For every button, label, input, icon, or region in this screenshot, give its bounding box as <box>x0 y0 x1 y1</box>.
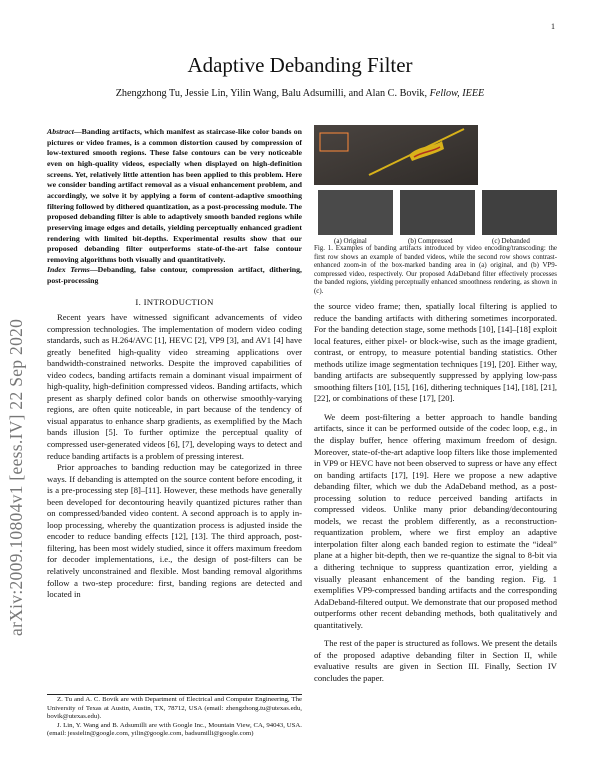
arxiv-stamp: arXiv:2009.10804v1 [eess.IV] 22 Sep 2020 <box>6 318 26 636</box>
footnote-1: Z. Tu and A. C. Bovik are with Department of Electrical and Computer Engineering, The University of Texas at Austin, Austin, TX, 78712, USA (email: zhengzhong.tu@utexas.edu, bovik@utexas.edu). <box>47 696 302 720</box>
footnotes <box>47 696 302 739</box>
panel-label-original: (a) Original <box>334 237 367 245</box>
left-column-body <box>47 312 302 601</box>
panel-label-compressed: (b) Compressed <box>408 237 453 245</box>
abstract-text: —Banding artifacts, which manifest as staircase-like color bands on pictures or video frames, is a common distortion caused by compression of low-textured smooth regions. These false contours can be very noticeable even on high-quality videos, especially when displayed on high-definition screens. Yet, relatively little attention has been applied to this problem. Here we consider banding artifact removal as a visual enhancement problem, and accordingly, we solve it by applying a form of content-adaptive smoothing filtering followed by dithered quantization, as a post-processing module. The proposed debanding filter is able to adaptively smooth banded regions while preserving image edges and details, yielding perceptually enhanced gradient rendering with limited bit-depths. Experimental results show that our proposed debanding filter outperforms state-of-the-art false contour removing algorithms both visually and quantitatively. <box>47 127 302 264</box>
intro-paragraph-4: We deem post-filtering a better approach to handle banding artifacts, since it can be performed outside of the codec loop, e.g., in the display buffer, hence offering maximum freedom of design. Moreover, state-of-the-art adaptive loop filters like those implemented in VP9 or HEVC have not been observed to supress or have any effect on banding artifacts [17], [19]. Here we propose a new adaptive debanding filter, which we dub the AdaDeband method, as a post-processing solution to reduce perceived banding artifacts in compressed videos. Unlike many prior debanding/decontouring models, we recast the problem differently, as a reconstruction-requantization problem, where we first employ an adaptive interpolation filter along each banded region to estimate the “ideal” plane at a higher bit-depth, then we re-quantize the signal to 8-bit via a dithering technique to suppress quantization error, yielding a visually pleasant enhancement of the banding region. Fig. 1 exemplifies VP9-compressed banding artifacts and the corresponding AdaDeband-filtered output. We demonstrate that our proposed method outperforms other recent debanding methods, both qualitatively and quantitatively. <box>314 411 557 630</box>
intro-paragraph-5: The rest of the paper is structured as follows. We present the details of the proposed adaptive debanding filter in Section II, while evaluative results are given in Section III. Finally, Section IV concludes the paper. <box>314 638 557 683</box>
intro-paragraph-2: Prior approaches to banding reduction may be categorized in three ways. If debanding is attempted on the source content before encoding, it is a pre-processing step [8]–[11]. However, these methods have generally been developed for decontouring heavily quantized pictures rather than on compressed/banded video content. A second approach is to apply in-loop processing, whereby the quantization process is adjusted inside the encoder to reduce banding effects [12], [13]. The third approach, post-filtering, has been most widely studied, since it offers maximum freedom for decoder implementations, i.e., the design of post-filters can be relatively unconstrained and flexible. Most banding removal algorithms follow a two-step procedure: first, banding regions are detected and located in <box>47 462 302 600</box>
panel-label-debanded: (c) Debanded <box>492 237 530 245</box>
intro-paragraph-3: the source video frame; then, spatially local filtering is applied to reduce the banding artifacts with dithering sometimes incorporated. For the banding detection stage, some methods [10], [14]–[18] exploit local features, either pixel- or block-wise, such as the image gradient, contrast, or entropy, to measure potential banding statistics. Other methods utilize image segmentation techniques [19], [20]. Either way, banding artifacts are subsequently suppressed by applying low-pass smoothing filters [10], [15], [16], dithering techniques [14], [18], [21], [22], or combinations of these [17], [20]. <box>314 301 557 404</box>
footnote-divider <box>47 694 302 695</box>
page-number: 1 <box>551 22 555 31</box>
figure-panel-row <box>318 190 557 235</box>
figure-caption: Fig. 1. Examples of banding artifacts introduced by video encoding/transcoding: the first row shows an example of banded videos, while the second row shows contrast-enhanced zoom-in of the box-marked banding area in (a) original, and (b) VP9-compressed video, respectively. Our proposed AdaDeband filter effectively processes the banded regions, yielding perceptually enhanced smoothness rendering, as shown in (c). <box>314 245 557 295</box>
figure-panel-original <box>318 190 393 235</box>
index-terms-lead: Index Terms <box>47 265 90 274</box>
right-column-body <box>314 301 557 685</box>
abstract <box>47 127 302 266</box>
section-heading: I. INTRODUCTION <box>135 297 214 307</box>
index-terms <box>47 265 302 286</box>
figure-top-image <box>314 125 478 185</box>
index-terms-text: —Debanding, false contour, compression artifact, dithering, post-processing <box>47 265 302 285</box>
banded-video-frame-image <box>314 125 478 185</box>
author-names: Zhengzhong Tu, Jessie Lin, Yilin Wang, Balu Adsumilli, and Alan C. Bovik, <box>115 88 430 99</box>
figure-panel-debanded <box>482 190 557 235</box>
figure-panel-compressed <box>400 190 475 235</box>
abstract-lead: Abstract <box>47 127 74 136</box>
intro-paragraph-1: Recent years have witnessed significant advancements of video compression technologies. The implementation of modern video coding standards, such as H.264/AVC [1], HEVC [2], VP9 [3], and AV1 [4] have greatly benefited high-quality video streaming applications over bandwidth-constrained networks. Despite the improved capabilities of video codecs, banding artifacts remain a dominant visual impairment of high-quality, high-definition compressed videos. Banding artifacts, which present as sharply defined color bands on otherwise smoothly-varying regions, are often quite noticeable, in part because of the tendency of visual apparatus to enhance sharp gradients, as exemplified by the Mach bands illusion [5]. To further optimize the perceptual quality of compressed user-generated videos [6], [7], developing ways to detect and reduce banding artifacts is a problem of pressing interest. <box>47 312 302 461</box>
footnote-2: J. Lin, Y. Wang and B. Adsumilli are with Google Inc., Mountain View, CA, 94043, USA. (email: jessielin@google.com, yilin@google.com, badsumilli@google.com) <box>47 721 302 737</box>
author-fellow-title: Fellow, IEEE <box>429 88 485 99</box>
author-list <box>0 88 600 99</box>
paper-title: Adaptive Debanding Filter <box>187 53 413 77</box>
